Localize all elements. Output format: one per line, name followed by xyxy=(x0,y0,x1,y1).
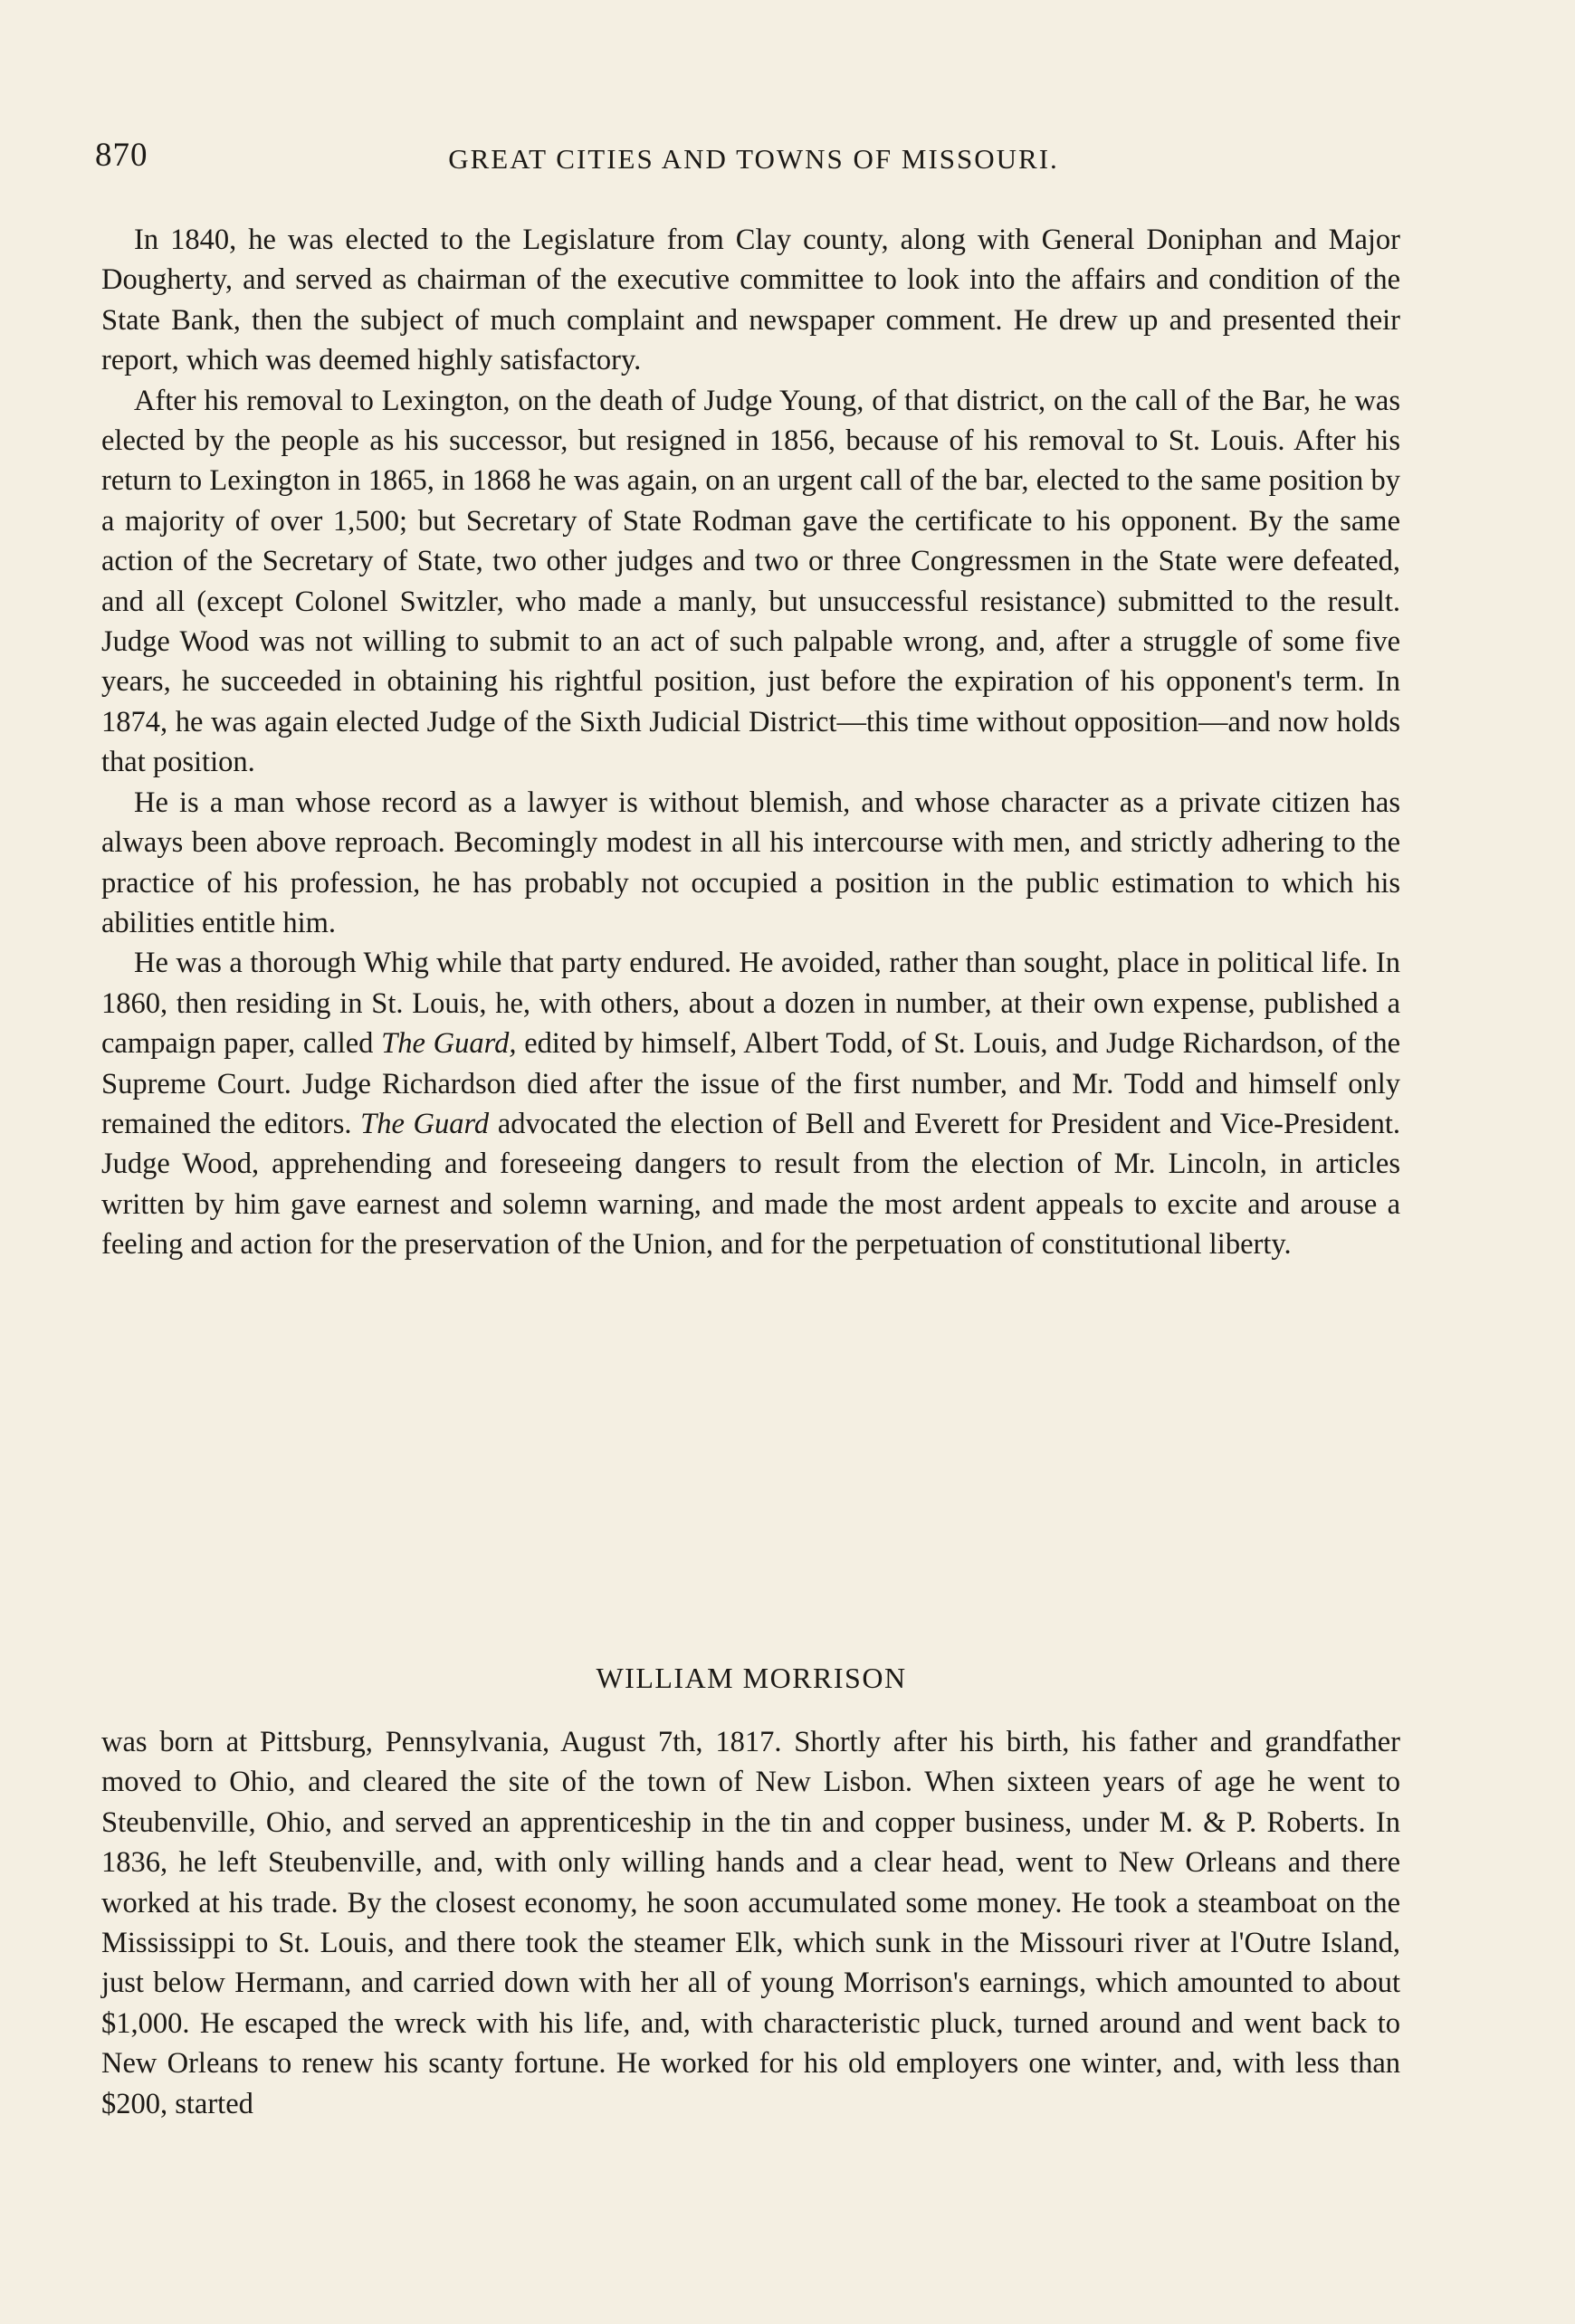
paragraph-text: edited by himself, Albert Todd, of St. Louis, and Judge Richardson, of the Supreme Court. Judge Richardson died after the issue of the first number, and Mr. Todd and himself only remained the editors. xyxy=(101,1027,1400,1140)
paragraph-lexington: After his removal to Lexington, on the death of Judge Young, of that district, on the call of the Bar, he was elected by the people as his successor, but resigned in 1856, because of his removal to St. Louis. After his return to Lexington in 1865, in 1868 he was again, on an urgent call of the bar, elected to the same position by a majority of over 1,500; but Secretary of State Rodman gave the certificate to his opponent. By the same action of the Secretary of State, two other judges and two or three Congressmen in the State were defeated, and all (except Colonel Switzler, who made a manly, but unsuccessful resistance) submitted to the result. Judge Wood was not willing to submit to an act of such palpable wrong, and, after a struggle of some five years, he succeeded in obtaining his rightful position, just before the expiration of his opponent's term. In 1874, he was again elected Judge of the Sixth Judicial District—this time without opposition—and now holds that position. xyxy=(101,384,1400,779)
wood-biography-text xyxy=(101,220,1400,1265)
running-head xyxy=(95,136,1412,181)
paragraph-morrison: was born at Pittsburg, Pennsylvania, August 7th, 1817. Shortly after his birth, his father and grandfather moved to Ohio, and cleared the site of the town of New Lisbon. When sixteen years of age he went to Steubenville, Ohio, and served an apprenticeship in the tin and copper business, under M. & P. Roberts. In 1836, he left Steubenville, and, with only willing hands and a clear head, went to New Orleans and there worked at his trade. By the closest economy, he soon accumulated some money. He took a steamboat on the Mississippi to St. Louis, and there took the steamer Elk, which sunk in the Missouri river at l'Outre Island, just below Hermann, and carried down with her all of young Morrison's earnings, which amounted to about $1,000. He escaped the wreck with his life, and, with characteristic pluck, turned around and went back to New Orleans to renew his scanty fortune. He worked for his old employers one winter, and, with less than $200, started xyxy=(101,1726,1400,2120)
paragraph-character: He is a man whose record as a lawyer is without blemish, and whose character as a private citizen has always been above reproach. Becomingly modest in all his intercourse with men, and strictly adhering to the practice of his profession, he has probably not occupied a position in the public estimation to which his abilities entitle him. xyxy=(101,786,1400,939)
running-title: GREAT CITIES AND TOWNS OF MISSOURI. xyxy=(448,143,1059,175)
paragraph-text: He was a thorough Whig while that party endured. He avoided, rather than sought, place in political life. In 1860, then residing in St. Louis, he, with others, about a dozen in number, at their own expense, published a campaign paper, called xyxy=(101,947,1400,1061)
page-number: 870 xyxy=(95,137,148,174)
newspaper-title: The Guard, xyxy=(381,1027,517,1061)
newspaper-title: The Guard xyxy=(360,1107,490,1140)
paragraph-legislature: In 1840, he was elected to the Legislature from Clay county, along with General Doniphan and Major Dougherty, and served as chairman of the executive committee to look into the affairs and condition of the State Bank, then the subject of much complaint and newspaper comment. He drew up and presented their report, which was deemed highly satisfactory. xyxy=(101,224,1400,377)
section-heading: WILLIAM MORRISON xyxy=(596,1662,907,1694)
paragraph-text: advocated the election of Bell and Everett for President and Vice-President. Judge Wood, apprehending and foreseeing dangers to result from the election of Mr. Lincoln, in articles written by him gave earnest and solemn warning, and made the most ardent appeals to excite and arouse a feeling and action for the preservation of the Union, and for the perpetuation of constitutional liberty. xyxy=(101,1107,1401,1262)
morrison-biography-text xyxy=(101,1722,1400,2124)
paragraph-the-guard xyxy=(101,943,1400,1264)
